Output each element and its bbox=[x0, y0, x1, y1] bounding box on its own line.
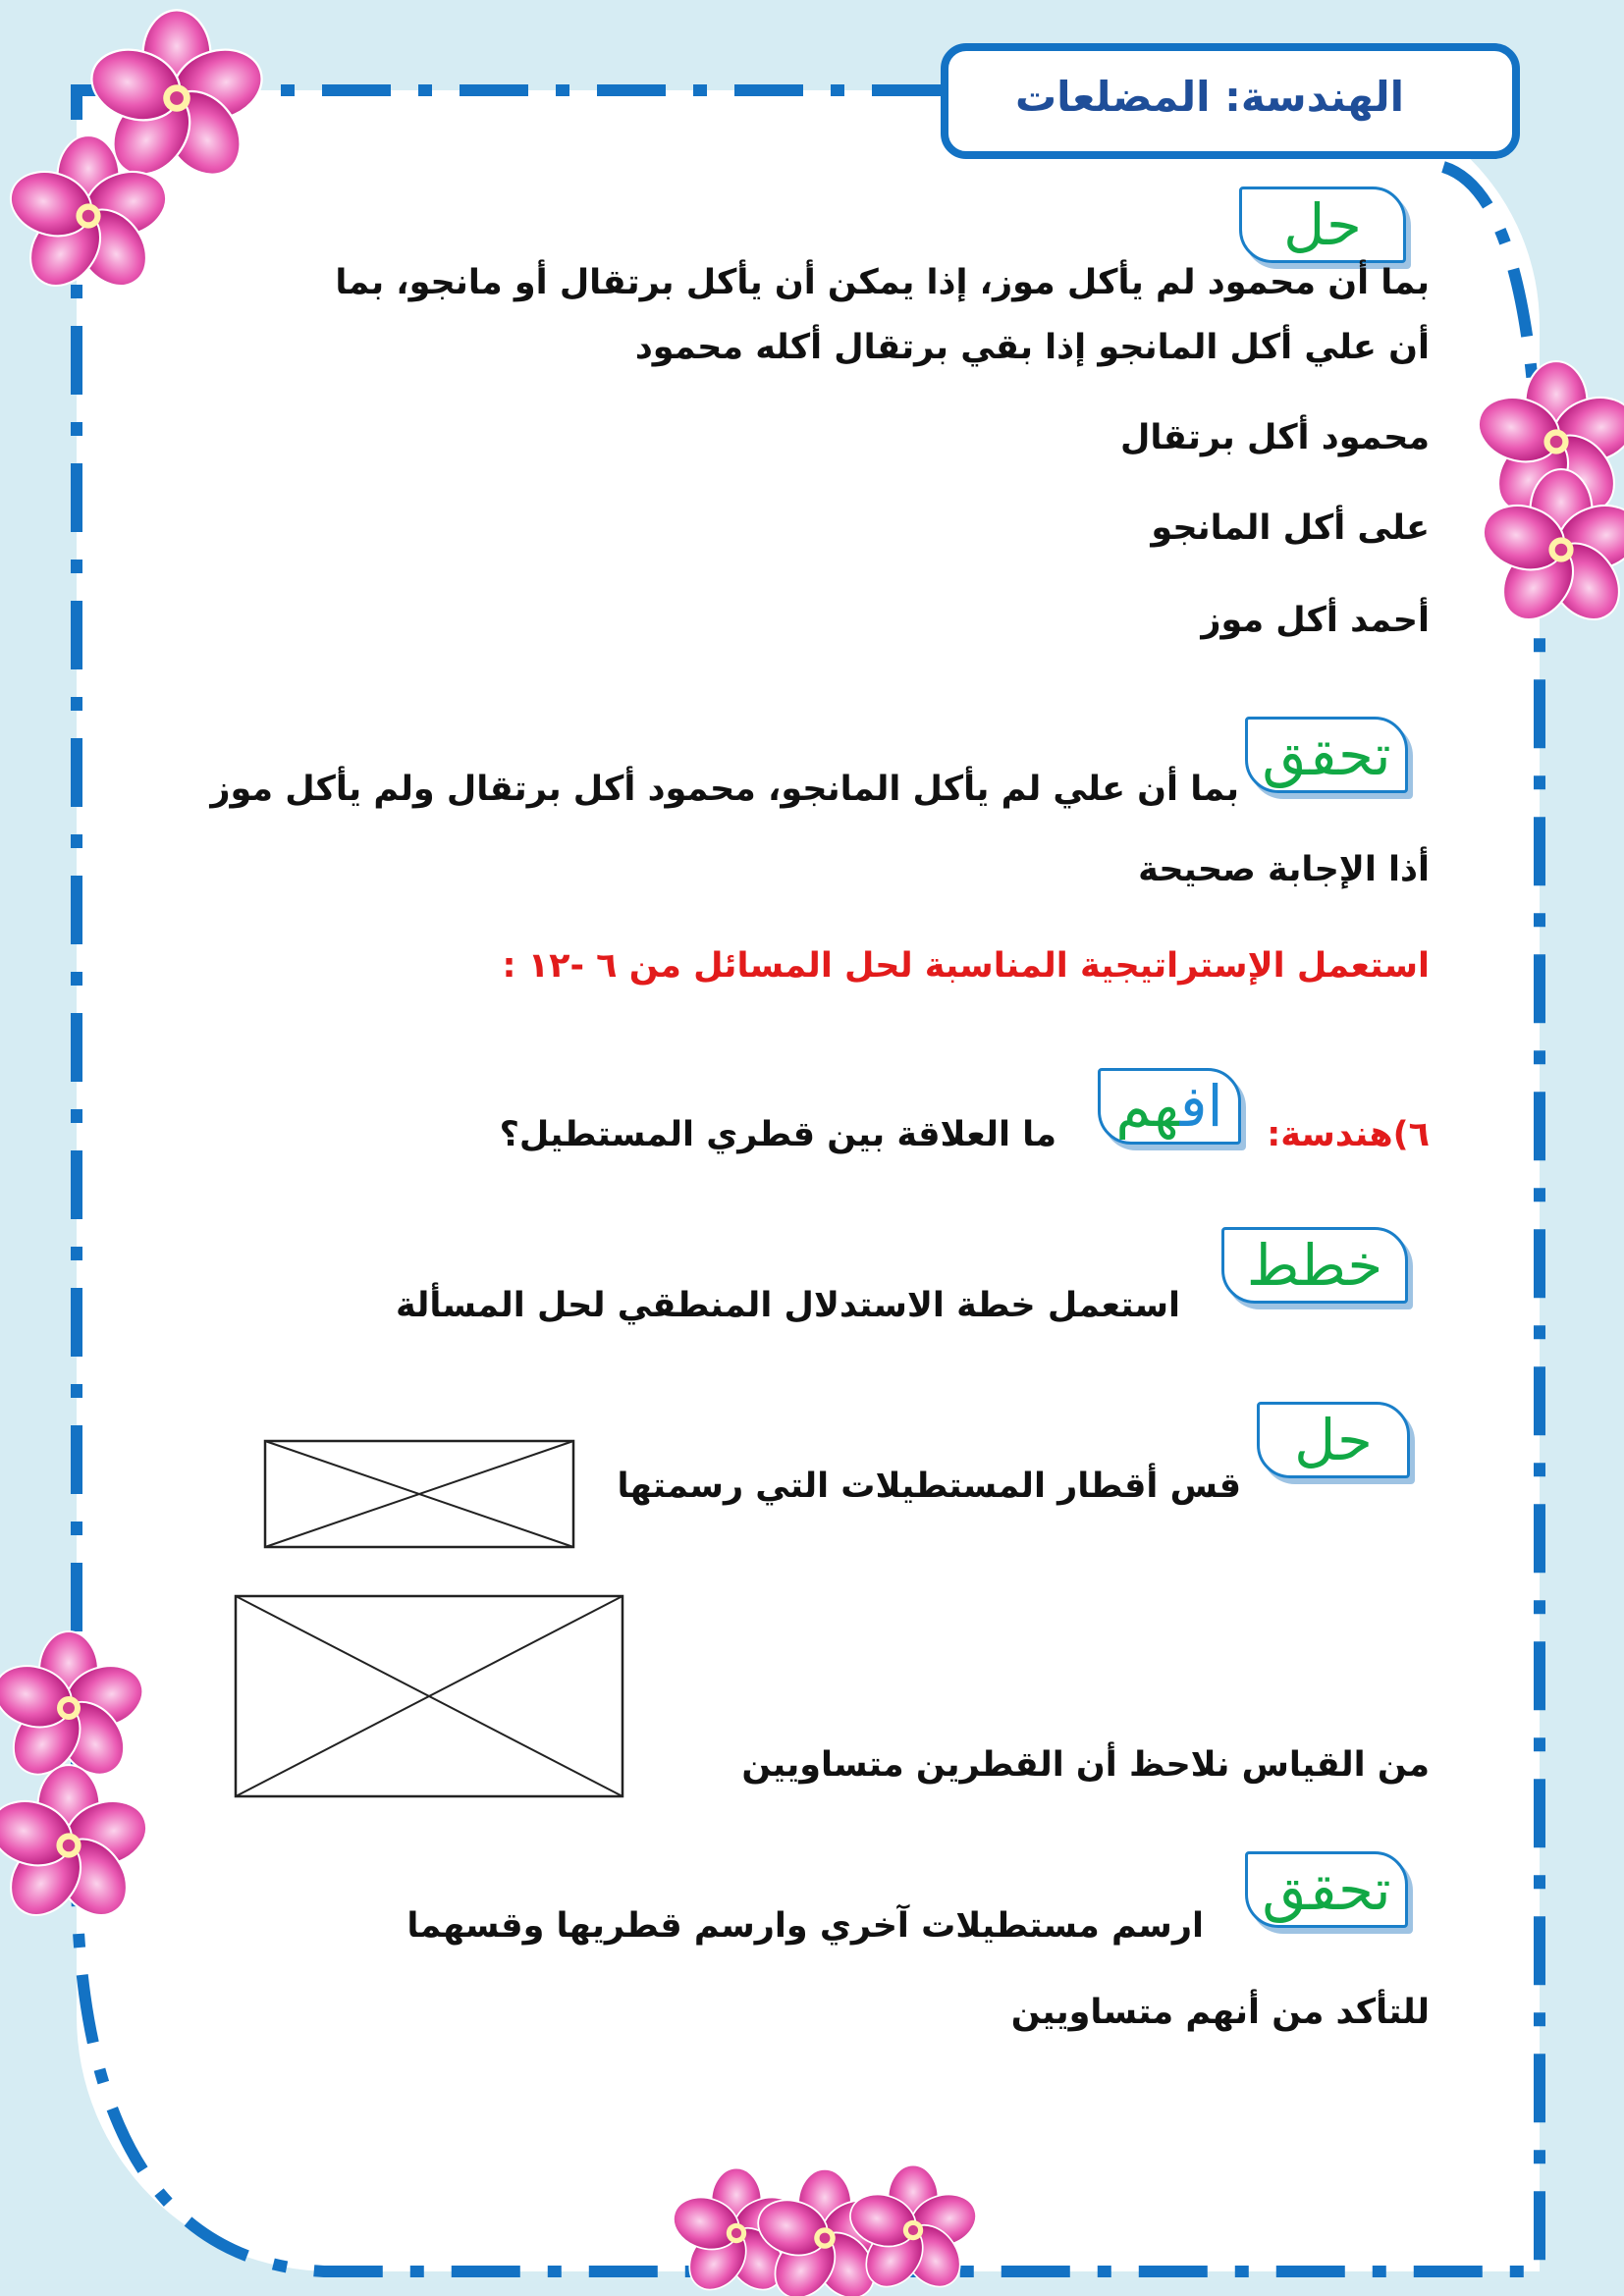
block2-line2: أذا الإجابة صحيحة bbox=[1138, 850, 1430, 889]
tag-check bbox=[1245, 717, 1408, 793]
block1-result2: على أكل المانجو bbox=[1151, 508, 1430, 548]
tag-understand-label: افهم bbox=[1115, 1073, 1223, 1140]
block1-line1: بما أن محمود لم يأكل موز، إذا يمكن أن يأكل برتقال أو مانجو، بما bbox=[335, 263, 1430, 302]
plan-text: استعمل خطة الاستدلال المنطقي لحل المسألة bbox=[396, 1286, 1180, 1325]
flower-icon bbox=[0, 1765, 155, 1929]
flower-icon bbox=[0, 1631, 150, 1788]
tag-solve-2 bbox=[1257, 1402, 1410, 1478]
solve-text: قس أقطار المستطيلات التي رسمتها bbox=[617, 1467, 1241, 1506]
block1-line2: أن علي أكل المانجو إذا بقي برتقال أكله محمود bbox=[634, 328, 1430, 367]
block2-line1: بما أن علي لم يأكل المانجو، محمود أكل برتقال ولم يأكل موز bbox=[210, 770, 1239, 809]
problem-number: ٦)هندسة: bbox=[1267, 1115, 1430, 1154]
check-line2: للتأكد من أنهم متساويين bbox=[1010, 1993, 1430, 2032]
page-title: الهندسة: المضلعات bbox=[1014, 73, 1404, 121]
check-line1: ارسم مستطيلات آخري وارسم قطريها وقسهما bbox=[406, 1906, 1204, 1946]
instruction-text: استعمل الإستراتيجية المناسبة لحل المسائل من ٦ -١٢ : bbox=[502, 946, 1430, 986]
rectangle-figure-1 bbox=[263, 1439, 577, 1551]
title-box bbox=[941, 43, 1520, 159]
tag-check-label: تحقق bbox=[1262, 721, 1391, 788]
tag-understand bbox=[1098, 1068, 1241, 1145]
tag-solve-label: حل bbox=[1283, 191, 1362, 258]
block1-result3: أحمد أكل موز bbox=[1201, 601, 1430, 640]
block1-result1: محمود أكل برتقال bbox=[1120, 418, 1430, 457]
tag-check-2 bbox=[1245, 1851, 1408, 1928]
tag-solve-2-label: حل bbox=[1294, 1407, 1373, 1473]
conclusion-text: من القياس نلاحظ أن القطرين متساويين bbox=[741, 1745, 1430, 1785]
problem-question: ما العلاقة بين قطري المستطيل؟ bbox=[499, 1115, 1056, 1154]
tag-plan-label: خطط bbox=[1246, 1232, 1383, 1299]
tag-plan bbox=[1221, 1227, 1408, 1304]
rectangle-figure-2 bbox=[234, 1594, 626, 1800]
tag-check-2-label: تحقق bbox=[1262, 1856, 1391, 1923]
tag-solve bbox=[1239, 187, 1406, 263]
